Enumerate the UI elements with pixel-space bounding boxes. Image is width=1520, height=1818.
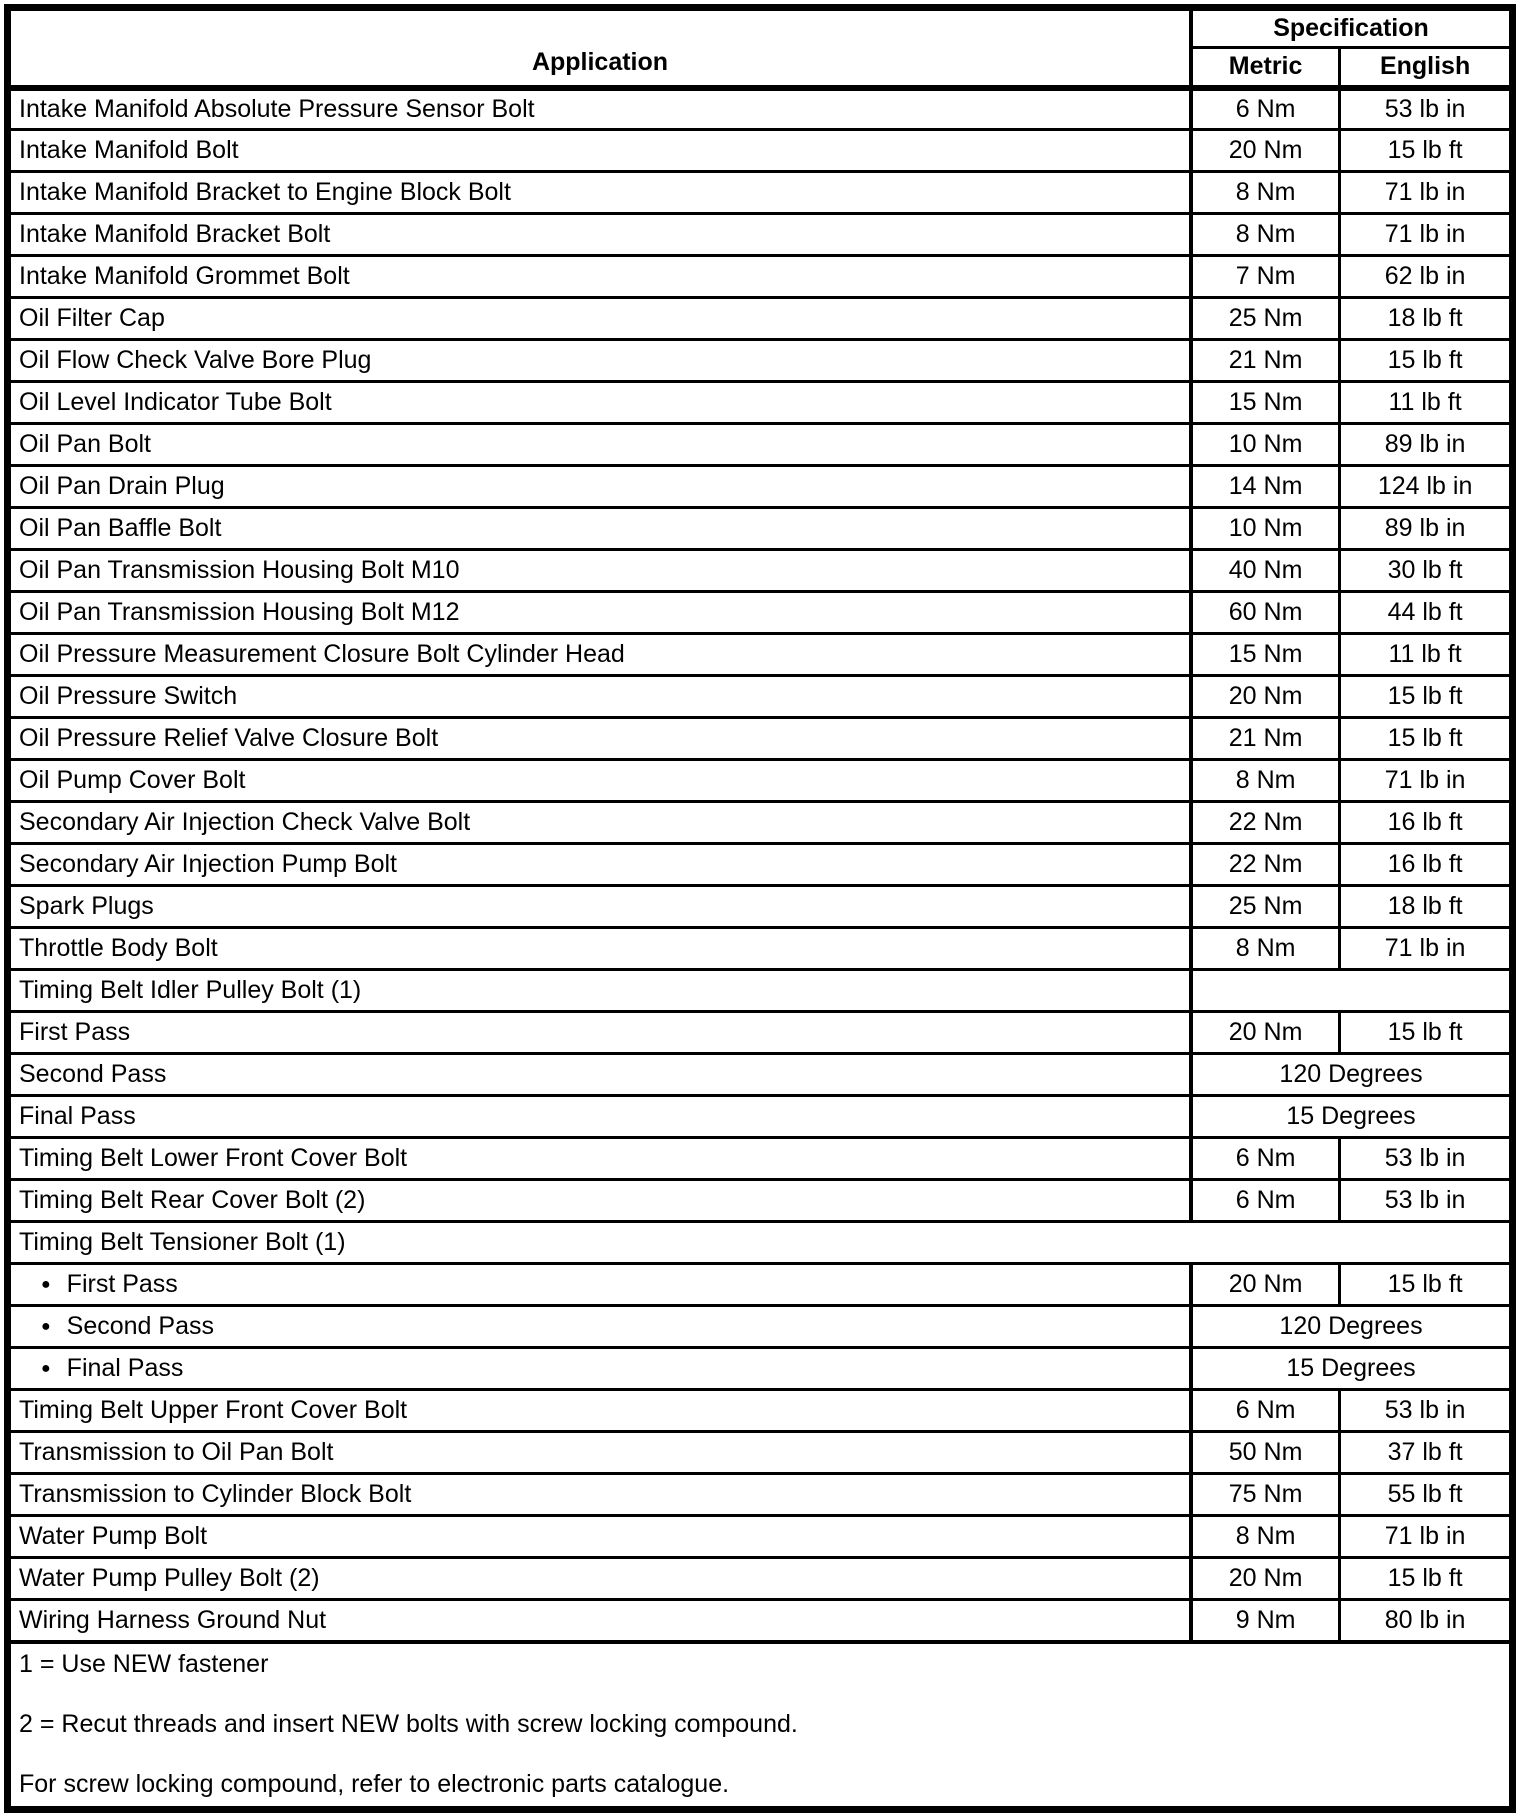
application-cell [8, 466, 1192, 508]
table-row [8, 760, 1513, 802]
application-cell [8, 634, 1192, 676]
application-cell [8, 424, 1192, 466]
application-label: Wiring Harness Ground Nut [19, 1605, 327, 1634]
application-label: Water Pump Pulley Bolt (2) [19, 1564, 320, 1593]
metric-value-cell: 10 Nm [1191, 508, 1340, 550]
metric-value-cell: 6 Nm [1191, 88, 1340, 130]
application-cell [8, 508, 1192, 550]
english-value-cell: 15 lb ft [1340, 676, 1513, 718]
table-row [8, 172, 1513, 214]
english-value-cell: 44 lb ft [1340, 592, 1513, 634]
application-cell [8, 1432, 1192, 1474]
table-row [8, 382, 1513, 424]
english-value-cell: 16 lb ft [1340, 802, 1513, 844]
application-label: Intake Manifold Bracket Bolt [19, 220, 331, 249]
table-row [8, 1516, 1513, 1558]
metric-value-cell: 50 Nm [1191, 1432, 1340, 1474]
table-row [8, 298, 1513, 340]
english-value-cell: 53 lb in [1340, 1138, 1513, 1180]
english-value-cell: 89 lb in [1340, 424, 1513, 466]
metric-value-cell: 60 Nm [1191, 592, 1340, 634]
table-row [8, 1306, 1513, 1348]
english-value-cell: 15 lb ft [1340, 718, 1513, 760]
application-cell [8, 256, 1192, 298]
table-row [8, 466, 1513, 508]
english-value-cell: 71 lb in [1340, 760, 1513, 802]
table-header [8, 8, 1513, 88]
application-label: Throttle Body Bolt [19, 934, 218, 963]
table-row [8, 88, 1513, 130]
english-value-cell: 15 lb ft [1340, 1558, 1513, 1600]
table-row [8, 970, 1513, 1012]
english-value-cell: 53 lb in [1340, 88, 1513, 130]
application-label: Oil Filter Cap [19, 304, 165, 333]
application-label: Oil Pan Bolt [19, 430, 152, 459]
table-row [8, 214, 1513, 256]
table-row [8, 1180, 1513, 1222]
application-label: First Pass [66, 1270, 178, 1299]
table-row [8, 1558, 1513, 1600]
english-value-cell: 11 lb ft [1340, 382, 1513, 424]
table-row [8, 1012, 1513, 1054]
application-label: Intake Manifold Bracket to Engine Block Bolt [19, 178, 511, 207]
english-value-cell: 80 lb in [1340, 1600, 1513, 1642]
metric-value-cell: 15 Nm [1191, 634, 1340, 676]
application-label: Intake Manifold Absolute Pressure Sensor Bolt [19, 94, 535, 123]
application-label: Intake Manifold Grommet Bolt [19, 262, 350, 291]
table-row [8, 550, 1513, 592]
english-value-cell: 15 lb ft [1340, 1264, 1513, 1306]
application-label: Timing Belt Lower Front Cover Bolt [19, 1144, 408, 1173]
metric-value-cell: 21 Nm [1191, 340, 1340, 382]
spec-merged-value-cell: 120 Degrees [1191, 1054, 1513, 1096]
table-row [8, 1096, 1513, 1138]
table-row [8, 634, 1513, 676]
metric-value-cell: 20 Nm [1191, 1012, 1340, 1054]
application-label: Second Pass [66, 1312, 214, 1341]
table-footer [8, 1642, 1513, 1810]
table-row [8, 592, 1513, 634]
application-cell [8, 1348, 1192, 1390]
english-value-cell: 15 lb ft [1340, 1012, 1513, 1054]
torque-spec-table [4, 4, 1516, 1813]
application-cell [8, 382, 1192, 424]
application-cell [8, 1390, 1192, 1432]
table-row [8, 718, 1513, 760]
table-row [8, 928, 1513, 970]
application-label: Second Pass [19, 1060, 167, 1089]
english-value-cell: 37 lb ft [1340, 1432, 1513, 1474]
spec-merged-value-cell: 120 Degrees [1191, 1306, 1513, 1348]
english-value-cell: 53 lb in [1340, 1390, 1513, 1432]
metric-value-cell: 75 Nm [1191, 1474, 1340, 1516]
specification-column-header: Specification [1191, 8, 1513, 48]
metric-value-cell: 22 Nm [1191, 802, 1340, 844]
table-row [8, 1348, 1513, 1390]
table-row [8, 844, 1513, 886]
metric-value-cell: 20 Nm [1191, 1264, 1340, 1306]
application-label: Water Pump Bolt [19, 1522, 208, 1551]
english-value-cell: 11 lb ft [1340, 634, 1513, 676]
metric-value-cell: 20 Nm [1191, 1558, 1340, 1600]
bullet-icon: ● [41, 1276, 51, 1294]
table-row [8, 130, 1513, 172]
application-cell [8, 340, 1192, 382]
spec-empty-cell [1191, 970, 1513, 1012]
application-label: Oil Pan Drain Plug [19, 472, 225, 501]
footnote-line-1: 1 = Use NEW fastener [19, 1650, 269, 1679]
metric-value-cell: 14 Nm [1191, 466, 1340, 508]
application-cell [8, 1180, 1192, 1222]
english-value-cell: 15 lb ft [1340, 130, 1513, 172]
metric-value-cell: 8 Nm [1191, 760, 1340, 802]
english-value-cell: 71 lb in [1340, 214, 1513, 256]
application-cell [8, 928, 1192, 970]
header-row-specification [8, 8, 1513, 48]
english-value-cell: 53 lb in [1340, 1180, 1513, 1222]
application-label: Oil Pressure Relief Valve Closure Bolt [19, 724, 439, 753]
application-cell [8, 1474, 1192, 1516]
english-value-cell: 18 lb ft [1340, 886, 1513, 928]
metric-value-cell: 7 Nm [1191, 256, 1340, 298]
spec-merged-value-cell: 15 Degrees [1191, 1096, 1513, 1138]
metric-value-cell: 20 Nm [1191, 130, 1340, 172]
metric-value-cell: 25 Nm [1191, 298, 1340, 340]
application-label: Oil Flow Check Valve Bore Plug [19, 346, 372, 375]
application-label: Timing Belt Idler Pulley Bolt (1) [19, 976, 362, 1005]
table-row [8, 676, 1513, 718]
metric-value-cell: 22 Nm [1191, 844, 1340, 886]
metric-column-header: Metric [1191, 48, 1340, 88]
table-row [8, 340, 1513, 382]
application-cell [8, 844, 1192, 886]
table-row [8, 886, 1513, 928]
metric-value-cell: 9 Nm [1191, 1600, 1340, 1642]
application-cell [8, 1516, 1192, 1558]
application-label: Transmission to Cylinder Block Bolt [19, 1480, 412, 1509]
metric-value-cell: 10 Nm [1191, 424, 1340, 466]
application-column-header: Application [8, 8, 1192, 88]
footnote-row [8, 1642, 1513, 1810]
metric-value-cell: 6 Nm [1191, 1138, 1340, 1180]
application-label: Final Pass [19, 1102, 136, 1131]
application-cell [8, 88, 1192, 130]
table-body [8, 88, 1513, 1642]
application-label: Intake Manifold Bolt [19, 136, 239, 165]
table-row [8, 508, 1513, 550]
table-row [8, 1390, 1513, 1432]
application-cell [8, 1012, 1192, 1054]
application-label: Oil Pan Transmission Housing Bolt M12 [19, 598, 460, 627]
english-value-cell: 71 lb in [1340, 172, 1513, 214]
application-cell [8, 592, 1192, 634]
metric-value-cell: 6 Nm [1191, 1390, 1340, 1432]
application-cell [8, 214, 1192, 256]
bullet-icon: ● [41, 1318, 51, 1336]
application-cell [8, 802, 1192, 844]
application-label: Oil Pressure Switch [19, 682, 238, 711]
application-cell [8, 1558, 1192, 1600]
metric-value-cell: 21 Nm [1191, 718, 1340, 760]
english-value-cell: 16 lb ft [1340, 844, 1513, 886]
application-label: Oil Level Indicator Tube Bolt [19, 388, 332, 417]
application-cell [8, 718, 1192, 760]
table-row [8, 256, 1513, 298]
application-label: Timing Belt Tensioner Bolt (1) [19, 1228, 346, 1257]
metric-value-cell: 6 Nm [1191, 1180, 1340, 1222]
metric-value-cell: 8 Nm [1191, 1516, 1340, 1558]
english-value-cell: 18 lb ft [1340, 298, 1513, 340]
table-row [8, 1138, 1513, 1180]
english-value-cell: 89 lb in [1340, 508, 1513, 550]
application-label: Final Pass [66, 1354, 184, 1383]
application-label: Timing Belt Upper Front Cover Bolt [19, 1396, 408, 1425]
application-label: Secondary Air Injection Check Valve Bolt [19, 808, 471, 837]
application-cell [8, 298, 1192, 340]
application-cell [8, 1306, 1192, 1348]
application-cell [8, 550, 1192, 592]
english-value-cell: 62 lb in [1340, 256, 1513, 298]
application-cell [8, 1264, 1192, 1306]
metric-value-cell: 8 Nm [1191, 214, 1340, 256]
footnotes-cell [8, 1642, 1513, 1810]
application-label: Secondary Air Injection Pump Bolt [19, 850, 397, 879]
table-row [8, 1600, 1513, 1642]
application-label: Oil Pump Cover Bolt [19, 766, 246, 795]
application-label: Spark Plugs [19, 892, 154, 921]
application-cell [8, 760, 1192, 802]
english-value-cell: 30 lb ft [1340, 550, 1513, 592]
table-row [8, 1222, 1513, 1264]
application-cell [8, 1096, 1192, 1138]
table-row [8, 1474, 1513, 1516]
table-row [8, 1054, 1513, 1096]
application-cell [8, 130, 1192, 172]
application-label: Oil Pressure Measurement Closure Bolt Cylinder Head [19, 640, 625, 669]
table-row [8, 1264, 1513, 1306]
application-cell [8, 1222, 1513, 1264]
metric-value-cell: 8 Nm [1191, 172, 1340, 214]
english-value-cell: 71 lb in [1340, 928, 1513, 970]
metric-value-cell: 8 Nm [1191, 928, 1340, 970]
english-column-header: English [1340, 48, 1513, 88]
metric-value-cell: 20 Nm [1191, 676, 1340, 718]
application-cell [8, 1600, 1192, 1642]
english-value-cell: 15 lb ft [1340, 340, 1513, 382]
table-row [8, 424, 1513, 466]
metric-value-cell: 25 Nm [1191, 886, 1340, 928]
english-value-cell: 55 lb ft [1340, 1474, 1513, 1516]
application-cell [8, 172, 1192, 214]
spec-merged-value-cell: 15 Degrees [1191, 1348, 1513, 1390]
application-label: Transmission to Oil Pan Bolt [19, 1438, 334, 1467]
application-label: Oil Pan Baffle Bolt [19, 514, 222, 543]
application-cell [8, 886, 1192, 928]
application-label: First Pass [19, 1018, 131, 1047]
english-value-cell: 124 lb in [1340, 466, 1513, 508]
footnote-line-2: 2 = Recut threads and insert NEW bolts with screw locking compound. [19, 1710, 798, 1739]
metric-value-cell: 15 Nm [1191, 382, 1340, 424]
table-row [8, 1432, 1513, 1474]
bullet-icon: ● [41, 1360, 51, 1378]
application-cell [8, 970, 1192, 1012]
application-label: Timing Belt Rear Cover Bolt (2) [19, 1186, 366, 1215]
table-row [8, 802, 1513, 844]
application-cell [8, 1138, 1192, 1180]
metric-value-cell: 40 Nm [1191, 550, 1340, 592]
application-cell [8, 676, 1192, 718]
application-cell [8, 1054, 1192, 1096]
footnote-line-3: For screw locking compound, refer to electronic parts catalogue. [19, 1769, 730, 1798]
application-label: Oil Pan Transmission Housing Bolt M10 [19, 556, 460, 585]
english-value-cell: 71 lb in [1340, 1516, 1513, 1558]
